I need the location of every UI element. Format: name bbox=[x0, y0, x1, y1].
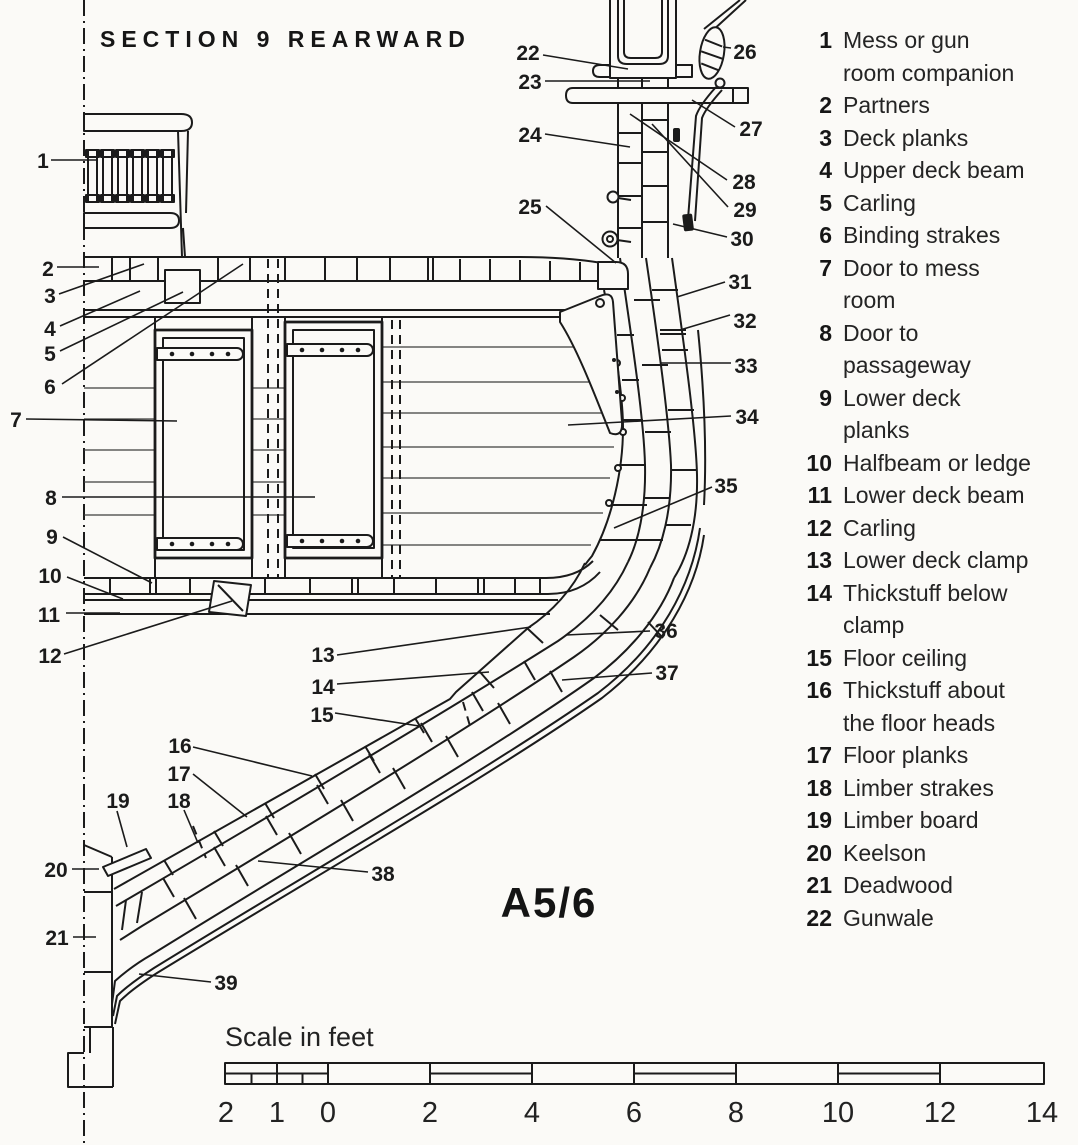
part-label-39: 39 bbox=[214, 972, 238, 995]
part-label-19: 19 bbox=[106, 790, 130, 813]
legend-item-text bbox=[843, 577, 1068, 642]
legend-item-text bbox=[843, 804, 1068, 837]
leader-line-3 bbox=[59, 264, 144, 294]
legend-item-text bbox=[843, 479, 1068, 512]
legend-item-number: 11 bbox=[807, 482, 832, 508]
legend-item-number: 7 bbox=[819, 254, 832, 281]
scale-tick-7: 10 bbox=[821, 1097, 855, 1129]
parts-legend bbox=[798, 24, 1068, 934]
legend-items bbox=[798, 24, 1068, 934]
legend-item-15 bbox=[798, 642, 1068, 675]
legend-line: Floor ceiling bbox=[843, 644, 967, 671]
legend-item-text bbox=[843, 447, 1068, 480]
legend-item-number: 5 bbox=[819, 189, 832, 216]
legend-line: Limber board bbox=[843, 807, 979, 833]
legend-item-text bbox=[843, 674, 1068, 739]
legend-line: Lower deck clamp bbox=[843, 547, 1029, 573]
chainplate bbox=[688, 87, 722, 221]
legend-item-4 bbox=[798, 154, 1068, 187]
leader-line-27 bbox=[692, 100, 735, 127]
legend-item-16 bbox=[798, 674, 1068, 739]
legend-item-number: 19 bbox=[806, 807, 832, 833]
part-labels bbox=[10, 41, 763, 995]
leader-line-16 bbox=[193, 747, 312, 776]
deadeye bbox=[696, 25, 728, 80]
part-label-38: 38 bbox=[371, 863, 395, 886]
legend-item-text bbox=[843, 739, 1068, 772]
legend-item-text bbox=[843, 544, 1068, 577]
part-label-20: 20 bbox=[44, 859, 68, 882]
legend-item-number: 10 bbox=[806, 449, 832, 476]
scale-bar bbox=[225, 1063, 1044, 1084]
legend-line: Partners bbox=[843, 92, 930, 118]
legend-line: Mess or gun bbox=[843, 27, 970, 53]
legend-item-text bbox=[843, 642, 1068, 675]
part-label-6: 6 bbox=[44, 376, 56, 399]
leader-line-31 bbox=[677, 282, 725, 297]
part-label-11: 11 bbox=[37, 604, 61, 627]
legend-line: Carling bbox=[843, 189, 916, 216]
legend-line: passageway bbox=[843, 352, 971, 378]
part-label-28: 28 bbox=[732, 171, 756, 194]
legend-item-number: 2 bbox=[819, 92, 832, 118]
part-label-24: 24 bbox=[518, 124, 542, 147]
legend-item-number: 3 bbox=[819, 124, 832, 151]
scale-tick-1: 1 bbox=[268, 1097, 286, 1129]
plate-code: A5/6 bbox=[500, 879, 598, 926]
part-label-25: 25 bbox=[518, 196, 542, 219]
scale-tick-4: 4 bbox=[523, 1097, 541, 1129]
legend-line: Thickstuff about bbox=[843, 677, 1005, 703]
part-label-27: 27 bbox=[739, 118, 763, 141]
leader-line-19 bbox=[117, 811, 127, 847]
legend-item-number: 6 bbox=[819, 222, 832, 248]
leader-line-34 bbox=[568, 416, 731, 425]
leader-line-17 bbox=[193, 774, 247, 817]
legend-item-text bbox=[843, 187, 1068, 220]
legend-line: Binding strakes bbox=[843, 222, 1001, 248]
legend-line: Floor planks bbox=[843, 742, 969, 768]
legend-item-number: 18 bbox=[806, 774, 832, 801]
legend-line: Thickstuff below bbox=[843, 579, 1008, 606]
hidden-stanchion-lines bbox=[268, 259, 400, 578]
part-label-31: 31 bbox=[728, 271, 752, 294]
legend-line: Door to bbox=[843, 319, 919, 346]
legend-item-22 bbox=[798, 902, 1068, 935]
lower-deck bbox=[84, 561, 600, 616]
leader-line-35 bbox=[614, 487, 712, 528]
companion-slats bbox=[86, 150, 174, 202]
part-label-32: 32 bbox=[733, 310, 757, 333]
waterway bbox=[598, 262, 628, 289]
legend-item-9 bbox=[798, 382, 1068, 447]
legend-item-10 bbox=[798, 447, 1068, 480]
legend-item-11 bbox=[798, 479, 1068, 512]
part-label-10: 10 bbox=[38, 565, 62, 588]
legend-line: the floor heads bbox=[843, 709, 996, 736]
legend-item-18 bbox=[798, 772, 1068, 805]
keel-assembly bbox=[68, 845, 151, 1087]
drawing-title: SECTION 9 REARWARD bbox=[100, 26, 471, 52]
legend-item-3 bbox=[798, 122, 1068, 155]
scale-tick-labels bbox=[218, 1097, 1058, 1129]
part-label-4: 4 bbox=[44, 318, 56, 341]
leader-line-5 bbox=[60, 292, 183, 351]
legend-line: Deck planks bbox=[843, 124, 969, 151]
scale-tick-5: 6 bbox=[625, 1097, 643, 1129]
part-label-1: 1 bbox=[37, 150, 49, 173]
part-label-33: 33 bbox=[734, 355, 758, 378]
part-label-23: 23 bbox=[518, 71, 542, 94]
scale-tick-0: 2 bbox=[217, 1097, 235, 1129]
part-label-37: 37 bbox=[655, 662, 679, 685]
part-label-15: 15 bbox=[310, 704, 334, 727]
leader-line-18 bbox=[184, 810, 198, 843]
legend-item-text bbox=[843, 512, 1068, 545]
part-label-14: 14 bbox=[311, 676, 335, 699]
legend-item-number: 12 bbox=[806, 514, 832, 541]
legend-item-13 bbox=[798, 544, 1068, 577]
legend-item-1 bbox=[798, 24, 1068, 89]
part-label-5: 5 bbox=[44, 343, 56, 366]
legend-item-number: 4 bbox=[819, 157, 832, 183]
part-label-30: 30 bbox=[730, 228, 754, 251]
shroud-lines bbox=[704, 0, 746, 32]
legend-item-text bbox=[843, 837, 1068, 870]
leader-line-4 bbox=[60, 291, 140, 326]
scale-tick-2: 0 bbox=[319, 1097, 337, 1129]
part-label-13: 13 bbox=[311, 644, 335, 667]
part-label-7: 7 bbox=[10, 409, 22, 432]
legend-line: Lower deck bbox=[843, 384, 961, 411]
legend-line: Gunwale bbox=[843, 904, 934, 931]
legend-item-text bbox=[843, 317, 1068, 382]
part-label-21: 21 bbox=[45, 927, 69, 950]
leader-line-28 bbox=[630, 114, 727, 180]
leader-line-26 bbox=[723, 47, 731, 48]
leader-line-10 bbox=[67, 577, 123, 599]
door-to-mess-room bbox=[155, 317, 252, 578]
legend-item-7 bbox=[798, 252, 1068, 317]
leader-line-12 bbox=[64, 601, 232, 654]
legend-line: Deadwood bbox=[843, 872, 953, 898]
legend-item-5 bbox=[798, 187, 1068, 220]
bulwark-top bbox=[566, 0, 748, 247]
legend-item-text bbox=[843, 869, 1068, 902]
legend-item-number: 17 bbox=[806, 742, 832, 768]
upper-deck bbox=[84, 257, 602, 317]
legend-item-number: 21 bbox=[806, 872, 832, 898]
scale-caption: Scale in feet bbox=[225, 1022, 374, 1052]
timberhead bbox=[610, 0, 676, 78]
leader-line-15 bbox=[335, 713, 419, 726]
door-to-passageway bbox=[285, 317, 382, 578]
legend-item-number: 20 bbox=[806, 839, 832, 866]
scale-tick-9: 14 bbox=[1025, 1097, 1059, 1129]
legend-line: Carling bbox=[843, 514, 916, 541]
legend-item-text bbox=[843, 154, 1068, 187]
ring-bolt-small bbox=[608, 192, 619, 203]
legend-item-2 bbox=[798, 89, 1068, 122]
part-label-35: 35 bbox=[714, 475, 738, 498]
part-label-34: 34 bbox=[735, 406, 759, 429]
legend-item-number: 22 bbox=[806, 904, 832, 931]
part-label-36: 36 bbox=[654, 620, 678, 643]
part-label-9: 9 bbox=[46, 526, 58, 549]
scale-tick-8: 12 bbox=[923, 1097, 957, 1129]
legend-item-text bbox=[843, 89, 1068, 122]
legend-item-text bbox=[843, 122, 1068, 155]
part-label-29: 29 bbox=[733, 199, 757, 222]
part-label-12: 12 bbox=[38, 645, 62, 668]
legend-item-number: 13 bbox=[806, 547, 832, 573]
legend-line: Halfbeam or ledge bbox=[843, 449, 1031, 476]
legend-item-number: 14 bbox=[806, 579, 832, 606]
leader-line-32 bbox=[680, 315, 730, 330]
legend-item-text bbox=[843, 772, 1068, 805]
scale-tick-3: 2 bbox=[421, 1097, 439, 1129]
part-label-8: 8 bbox=[45, 487, 57, 510]
legend-item-number: 15 bbox=[806, 644, 832, 671]
legend-item-text bbox=[843, 252, 1068, 317]
legend-line: room bbox=[843, 287, 896, 313]
part-label-17: 17 bbox=[167, 763, 191, 786]
legend-item-number: 1 bbox=[819, 27, 832, 53]
legend-item-number: 16 bbox=[806, 677, 832, 703]
legend-line: Door to mess bbox=[843, 254, 980, 281]
legend-item-number: 8 bbox=[819, 319, 832, 346]
legend-item-17 bbox=[798, 739, 1068, 772]
legend-item-number: 9 bbox=[819, 384, 832, 411]
legend-item-text bbox=[843, 24, 1068, 89]
legend-line: planks bbox=[843, 417, 910, 443]
leader-line-36 bbox=[566, 631, 650, 635]
leader-line-37 bbox=[562, 673, 652, 680]
leader-line-30 bbox=[673, 224, 727, 237]
legend-line: Keelson bbox=[843, 839, 927, 866]
legend-item-text bbox=[843, 219, 1068, 252]
scale-tick-6: 8 bbox=[727, 1097, 745, 1129]
part-label-22: 22 bbox=[516, 42, 540, 65]
legend-item-6 bbox=[798, 219, 1068, 252]
legend-line: Limber strakes bbox=[843, 774, 994, 801]
legend-line: Lower deck beam bbox=[843, 482, 1025, 508]
legend-line: Upper deck beam bbox=[843, 157, 1025, 183]
legend-item-14 bbox=[798, 577, 1068, 642]
part-label-18: 18 bbox=[167, 790, 191, 813]
legend-item-12 bbox=[798, 512, 1068, 545]
legend-item-19 bbox=[798, 804, 1068, 837]
legend-item-21 bbox=[798, 869, 1068, 902]
part-label-2: 2 bbox=[42, 258, 54, 281]
legend-item-20 bbox=[798, 837, 1068, 870]
legend-line: clamp bbox=[843, 612, 905, 638]
leader-line-38 bbox=[258, 861, 368, 872]
legend-item-text bbox=[843, 902, 1068, 935]
legend-item-8 bbox=[798, 317, 1068, 382]
part-label-16: 16 bbox=[168, 735, 192, 758]
legend-line: room companion bbox=[843, 59, 1015, 86]
part-label-3: 3 bbox=[44, 285, 56, 308]
legend-item-text bbox=[843, 382, 1068, 447]
companion-structure bbox=[84, 114, 192, 257]
leader-line-9 bbox=[63, 537, 152, 583]
part-label-26: 26 bbox=[733, 41, 757, 64]
